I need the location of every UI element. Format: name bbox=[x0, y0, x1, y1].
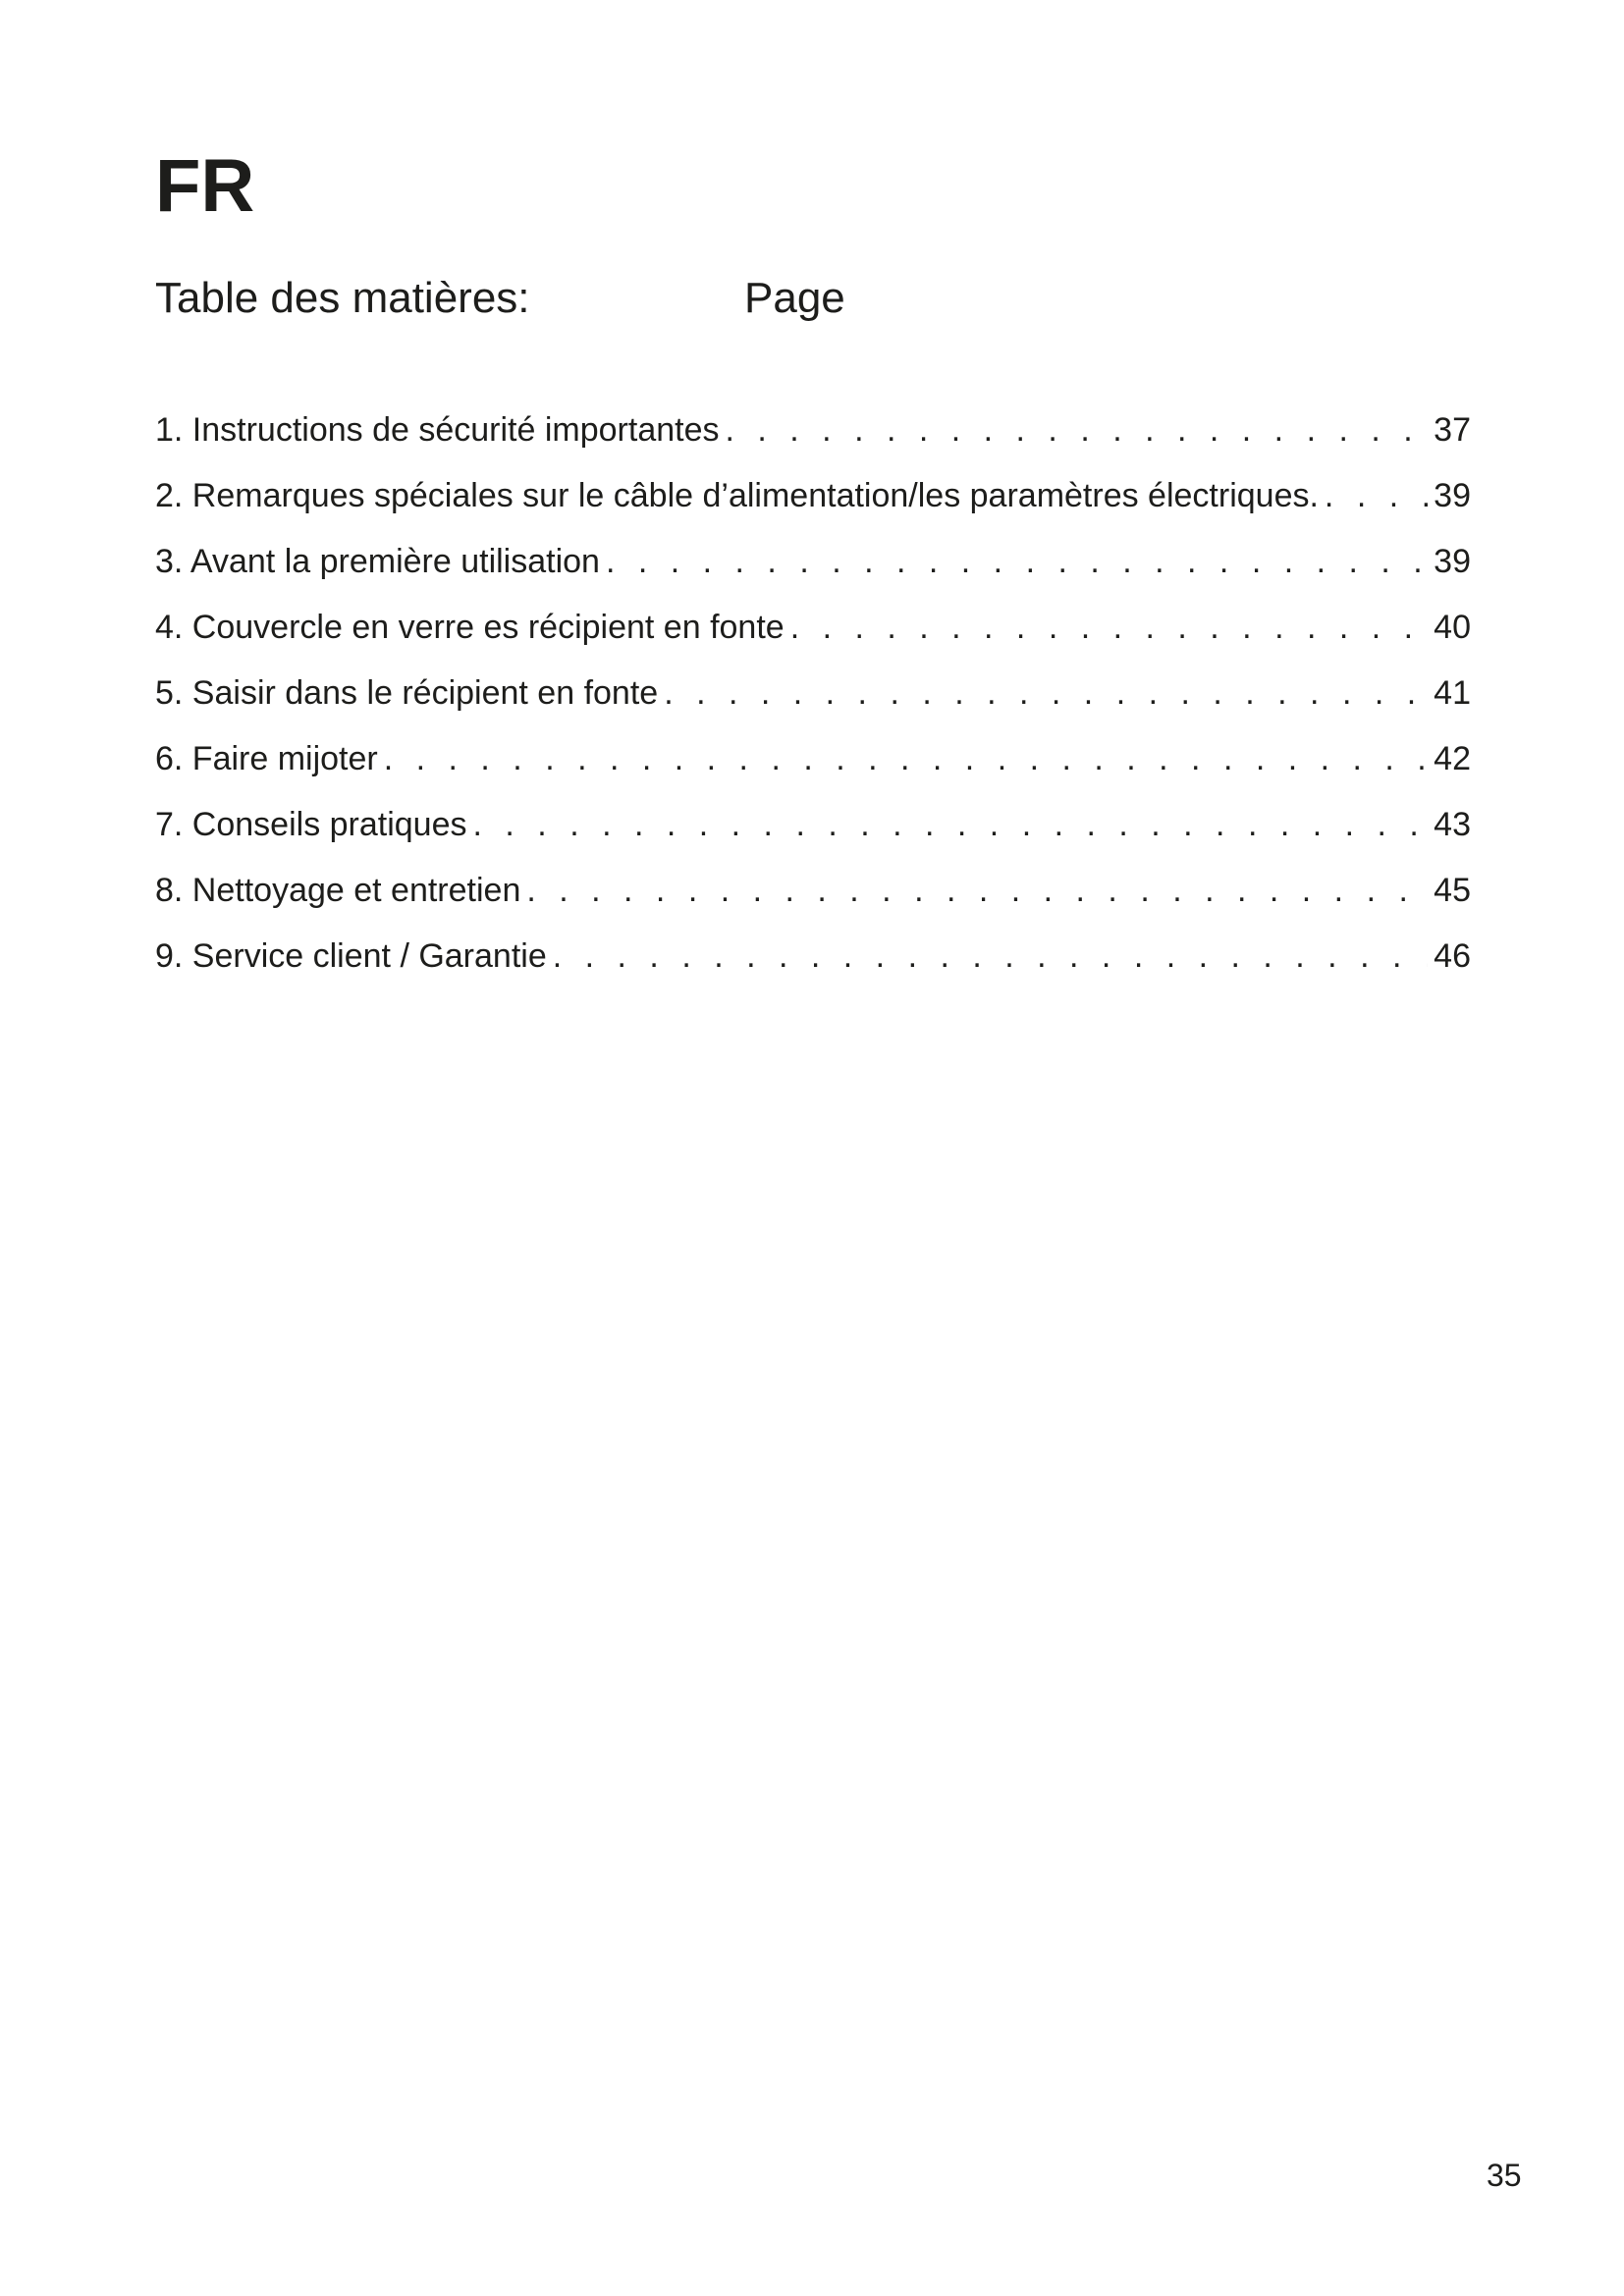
toc-item[interactable] bbox=[155, 924, 1471, 989]
toc-item-page: 45 bbox=[1434, 872, 1471, 909]
toc-item-page: 40 bbox=[1434, 609, 1471, 646]
toc-item-page: 41 bbox=[1434, 674, 1471, 712]
toc-item-title: 5. Saisir dans le récipient en fonte bbox=[155, 674, 659, 712]
toc-item[interactable] bbox=[155, 398, 1471, 463]
toc-item-title: 8. Nettoyage et entretien bbox=[155, 872, 521, 909]
toc-dot-leader bbox=[1325, 463, 1428, 529]
toc-item-title: 1. Instructions de sécurité importantes bbox=[155, 411, 720, 449]
language-code: FR bbox=[155, 144, 255, 228]
toc-heading bbox=[155, 274, 1039, 322]
toc-dot-leader bbox=[606, 529, 1428, 595]
toc-item-page: 46 bbox=[1434, 937, 1471, 975]
toc-page-column-label: Page bbox=[744, 274, 845, 322]
toc-dot-leader bbox=[473, 792, 1429, 858]
toc-item-page: 42 bbox=[1434, 740, 1471, 777]
toc-item-page: 43 bbox=[1434, 806, 1471, 843]
toc-item-page: 39 bbox=[1434, 543, 1471, 580]
toc-list bbox=[155, 398, 1471, 989]
toc-item[interactable] bbox=[155, 595, 1471, 661]
toc-item[interactable] bbox=[155, 858, 1471, 924]
toc-item-page: 39 bbox=[1434, 477, 1471, 514]
toc-item-title: 4. Couvercle en verre es récipient en fonte bbox=[155, 609, 785, 646]
toc-item[interactable] bbox=[155, 463, 1471, 529]
toc-dot-leader bbox=[526, 858, 1428, 924]
toc-item-title: 2. Remarques spéciales sur le câble d’alimentation/les paramètres électriques. bbox=[155, 477, 1319, 514]
toc-item[interactable] bbox=[155, 529, 1471, 595]
toc-item[interactable] bbox=[155, 661, 1471, 726]
toc-item[interactable] bbox=[155, 726, 1471, 792]
toc-dot-leader bbox=[384, 726, 1428, 792]
toc-dot-leader bbox=[664, 661, 1428, 726]
toc-dot-leader bbox=[553, 924, 1428, 989]
page-number: 35 bbox=[1487, 2158, 1522, 2193]
toc-title-label: Table des matières: bbox=[155, 274, 530, 322]
toc-item-page: 37 bbox=[1434, 411, 1471, 449]
toc-dot-leader bbox=[726, 398, 1429, 463]
toc-item-title: 7. Conseils pratiques bbox=[155, 806, 467, 843]
toc-item[interactable] bbox=[155, 792, 1471, 858]
toc-item-title: 9. Service client / Garantie bbox=[155, 937, 547, 975]
toc-item-title: 6. Faire mijoter bbox=[155, 740, 378, 777]
toc-item-title: 3. Avant la première utilisation bbox=[155, 543, 600, 580]
toc-dot-leader bbox=[790, 595, 1428, 661]
